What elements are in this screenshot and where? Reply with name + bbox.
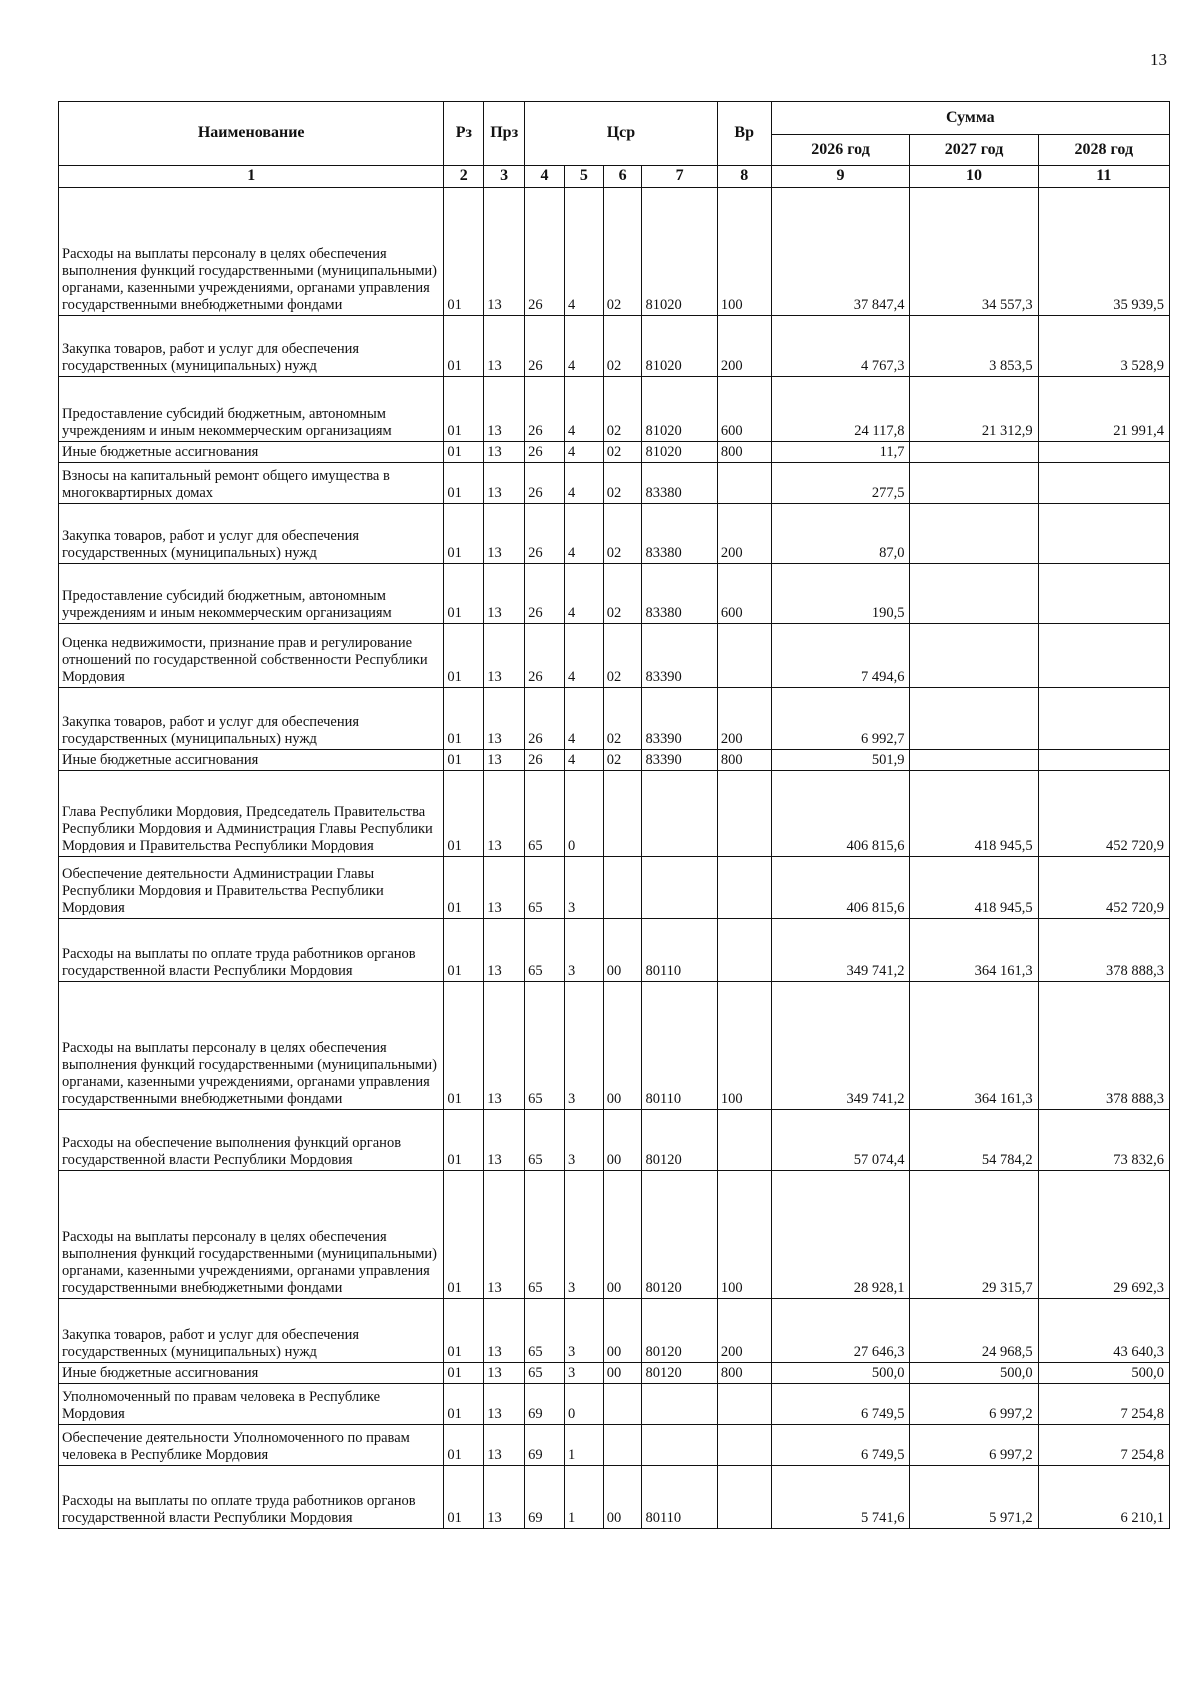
row-name: Взносы на капитальный ремонт общего имущества в многоквартирных домах xyxy=(59,463,444,504)
row-prz: 13 xyxy=(484,377,525,442)
row-csr-1: 65 xyxy=(525,771,565,857)
row-csr-3: 00 xyxy=(603,1299,642,1363)
row-vr: 800 xyxy=(717,1363,771,1384)
row-amount-2026: 349 741,2 xyxy=(771,982,910,1110)
row-prz: 13 xyxy=(484,857,525,919)
row-name: Уполномоченный по правам человека в Республике Мордовия xyxy=(59,1384,444,1425)
column-number: 9 xyxy=(771,166,910,188)
table-row xyxy=(59,316,1170,377)
row-csr-3 xyxy=(603,771,642,857)
row-name: Глава Республики Мордовия, Председатель Правительства Республики Мордовия и Администрация Главы Республики Мордовия и Правительства Республики Мордовия xyxy=(59,771,444,857)
row-amount-2028: 500,0 xyxy=(1038,1363,1169,1384)
row-csr-1: 65 xyxy=(525,919,565,982)
row-amount-2027: 3 853,5 xyxy=(910,316,1038,377)
row-amount-2028: 378 888,3 xyxy=(1038,919,1169,982)
column-number: 1 xyxy=(59,166,444,188)
row-amount-2028: 3 528,9 xyxy=(1038,316,1169,377)
row-amount-2026: 349 741,2 xyxy=(771,919,910,982)
row-prz: 13 xyxy=(484,1425,525,1466)
row-amount-2027: 418 945,5 xyxy=(910,771,1038,857)
row-csr-4 xyxy=(642,1384,717,1425)
row-csr-4: 80110 xyxy=(642,1466,717,1529)
table-header xyxy=(59,102,1170,188)
row-amount-2028: 43 640,3 xyxy=(1038,1299,1169,1363)
row-rz: 01 xyxy=(444,1171,484,1299)
row-prz: 13 xyxy=(484,1299,525,1363)
row-vr xyxy=(717,857,771,919)
column-number: 4 xyxy=(525,166,565,188)
table-row xyxy=(59,1171,1170,1299)
table-row xyxy=(59,688,1170,750)
row-csr-1: 69 xyxy=(525,1466,565,1529)
table-row xyxy=(59,188,1170,316)
row-amount-2027: 54 784,2 xyxy=(910,1110,1038,1171)
row-name: Обеспечение деятельности Администрации Главы Республики Мордовия и Правительства Республики Мордовия xyxy=(59,857,444,919)
row-name: Расходы на выплаты персоналу в целях обеспечения выполнения функций государственными (муниципальными) органами, казенными учреждениями, органами управления государственными внебюджетными фондами xyxy=(59,188,444,316)
row-csr-1: 26 xyxy=(525,504,565,564)
row-amount-2028 xyxy=(1038,504,1169,564)
row-name: Обеспечение деятельности Уполномоченного по правам человека в Республике Мордовия xyxy=(59,1425,444,1466)
row-csr-3: 02 xyxy=(603,750,642,771)
row-csr-3: 02 xyxy=(603,688,642,750)
row-amount-2026: 87,0 xyxy=(771,504,910,564)
row-amount-2027 xyxy=(910,564,1038,624)
row-rz: 01 xyxy=(444,750,484,771)
row-name: Закупка товаров, работ и услуг для обеспечения государственных (муниципальных) нужд xyxy=(59,504,444,564)
row-amount-2027: 6 997,2 xyxy=(910,1384,1038,1425)
row-csr-4: 83380 xyxy=(642,564,717,624)
row-vr: 200 xyxy=(717,504,771,564)
row-csr-3 xyxy=(603,1425,642,1466)
row-name: Иные бюджетные ассигнования xyxy=(59,1363,444,1384)
row-csr-3: 02 xyxy=(603,463,642,504)
row-rz: 01 xyxy=(444,919,484,982)
row-prz: 13 xyxy=(484,463,525,504)
row-csr-1: 26 xyxy=(525,624,565,688)
row-rz: 01 xyxy=(444,1299,484,1363)
header-name: Наименование xyxy=(59,102,444,166)
row-csr-3: 02 xyxy=(603,564,642,624)
row-name: Расходы на обеспечение выполнения функций органов государственной власти Республики Мордовия xyxy=(59,1110,444,1171)
table-row xyxy=(59,624,1170,688)
row-prz: 13 xyxy=(484,1384,525,1425)
row-rz: 01 xyxy=(444,688,484,750)
row-csr-1: 26 xyxy=(525,316,565,377)
row-vr xyxy=(717,771,771,857)
table-row xyxy=(59,1425,1170,1466)
row-name: Расходы на выплаты по оплате труда работников органов государственной власти Республики Мордовия xyxy=(59,919,444,982)
row-csr-1: 26 xyxy=(525,750,565,771)
row-rz: 01 xyxy=(444,857,484,919)
row-csr-3 xyxy=(603,857,642,919)
table-row xyxy=(59,463,1170,504)
row-rz: 01 xyxy=(444,316,484,377)
row-amount-2026: 37 847,4 xyxy=(771,188,910,316)
header-csr: Цср xyxy=(525,102,718,166)
row-prz: 13 xyxy=(484,750,525,771)
table-row xyxy=(59,982,1170,1110)
row-csr-2: 4 xyxy=(564,504,603,564)
row-csr-3: 02 xyxy=(603,377,642,442)
row-amount-2028 xyxy=(1038,442,1169,463)
row-amount-2028: 21 991,4 xyxy=(1038,377,1169,442)
row-name: Расходы на выплаты по оплате труда работников органов государственной власти Республики Мордовия xyxy=(59,1466,444,1529)
header-vr: Вр xyxy=(717,102,771,166)
row-vr: 100 xyxy=(717,982,771,1110)
row-rz: 01 xyxy=(444,771,484,857)
row-amount-2026: 57 074,4 xyxy=(771,1110,910,1171)
row-csr-4: 81020 xyxy=(642,377,717,442)
column-number: 11 xyxy=(1038,166,1169,188)
column-number: 7 xyxy=(642,166,717,188)
row-rz: 01 xyxy=(444,982,484,1110)
row-rz: 01 xyxy=(444,377,484,442)
row-csr-4: 83380 xyxy=(642,463,717,504)
row-csr-4: 83380 xyxy=(642,504,717,564)
row-name: Предоставление субсидий бюджетным, автономным учреждениям и иным некоммерческим организациям xyxy=(59,377,444,442)
row-prz: 13 xyxy=(484,1466,525,1529)
row-amount-2028: 378 888,3 xyxy=(1038,982,1169,1110)
row-csr-2: 4 xyxy=(564,688,603,750)
row-amount-2026: 500,0 xyxy=(771,1363,910,1384)
row-amount-2028: 7 254,8 xyxy=(1038,1384,1169,1425)
row-vr: 800 xyxy=(717,750,771,771)
table-row xyxy=(59,857,1170,919)
row-name: Оценка недвижимости, признание прав и регулирование отношений по государственной собственности Республики Мордовия xyxy=(59,624,444,688)
row-amount-2027 xyxy=(910,624,1038,688)
row-amount-2026: 406 815,6 xyxy=(771,771,910,857)
table-row xyxy=(59,377,1170,442)
row-vr: 100 xyxy=(717,1171,771,1299)
table-row xyxy=(59,1110,1170,1171)
row-rz: 01 xyxy=(444,463,484,504)
row-amount-2028 xyxy=(1038,750,1169,771)
row-csr-3: 00 xyxy=(603,1363,642,1384)
row-csr-2: 3 xyxy=(564,1363,603,1384)
row-csr-3: 02 xyxy=(603,442,642,463)
row-csr-4: 81020 xyxy=(642,442,717,463)
row-csr-4: 80120 xyxy=(642,1299,717,1363)
row-amount-2028: 29 692,3 xyxy=(1038,1171,1169,1299)
row-amount-2026: 406 815,6 xyxy=(771,857,910,919)
page-number: 13 xyxy=(1150,50,1167,69)
row-csr-1: 26 xyxy=(525,442,565,463)
row-amount-2027 xyxy=(910,688,1038,750)
row-vr: 200 xyxy=(717,688,771,750)
row-csr-3: 00 xyxy=(603,919,642,982)
row-vr xyxy=(717,624,771,688)
row-csr-1: 65 xyxy=(525,1299,565,1363)
row-rz: 01 xyxy=(444,504,484,564)
row-amount-2027: 34 557,3 xyxy=(910,188,1038,316)
row-csr-2: 4 xyxy=(564,463,603,504)
row-amount-2028 xyxy=(1038,564,1169,624)
row-csr-2: 3 xyxy=(564,919,603,982)
row-amount-2026: 28 928,1 xyxy=(771,1171,910,1299)
row-rz: 01 xyxy=(444,564,484,624)
row-amount-2027: 364 161,3 xyxy=(910,919,1038,982)
row-amount-2026: 24 117,8 xyxy=(771,377,910,442)
row-amount-2027: 6 997,2 xyxy=(910,1425,1038,1466)
row-csr-2: 0 xyxy=(564,1384,603,1425)
row-amount-2027: 29 315,7 xyxy=(910,1171,1038,1299)
row-csr-3: 02 xyxy=(603,316,642,377)
table-row xyxy=(59,504,1170,564)
column-number: 10 xyxy=(910,166,1038,188)
row-amount-2028: 35 939,5 xyxy=(1038,188,1169,316)
row-amount-2026: 27 646,3 xyxy=(771,1299,910,1363)
row-csr-2: 3 xyxy=(564,857,603,919)
row-amount-2027 xyxy=(910,463,1038,504)
row-vr xyxy=(717,1384,771,1425)
row-prz: 13 xyxy=(484,188,525,316)
row-csr-3: 02 xyxy=(603,188,642,316)
row-rz: 01 xyxy=(444,1384,484,1425)
row-amount-2027 xyxy=(910,442,1038,463)
row-name: Иные бюджетные ассигнования xyxy=(59,442,444,463)
row-amount-2026: 6 749,5 xyxy=(771,1384,910,1425)
column-number: 8 xyxy=(717,166,771,188)
row-csr-1: 69 xyxy=(525,1384,565,1425)
column-number-row xyxy=(59,166,1170,188)
row-csr-1: 26 xyxy=(525,688,565,750)
row-csr-2: 4 xyxy=(564,750,603,771)
row-csr-1: 69 xyxy=(525,1425,565,1466)
row-prz: 13 xyxy=(484,982,525,1110)
row-amount-2028 xyxy=(1038,688,1169,750)
row-csr-4: 80110 xyxy=(642,982,717,1110)
row-amount-2026: 277,5 xyxy=(771,463,910,504)
row-csr-4 xyxy=(642,1425,717,1466)
row-amount-2026: 7 494,6 xyxy=(771,624,910,688)
row-csr-2: 4 xyxy=(564,624,603,688)
row-vr xyxy=(717,919,771,982)
row-name: Иные бюджетные ассигнования xyxy=(59,750,444,771)
row-csr-3: 00 xyxy=(603,1110,642,1171)
row-name: Расходы на выплаты персоналу в целях обеспечения выполнения функций государственными (муниципальными) органами, казенными учреждениями, органами управления государственными внебюджетными фондами xyxy=(59,1171,444,1299)
row-amount-2026: 11,7 xyxy=(771,442,910,463)
row-amount-2028: 73 832,6 xyxy=(1038,1110,1169,1171)
column-number: 5 xyxy=(564,166,603,188)
row-csr-2: 4 xyxy=(564,188,603,316)
row-amount-2028 xyxy=(1038,624,1169,688)
row-csr-2: 3 xyxy=(564,982,603,1110)
row-rz: 01 xyxy=(444,1110,484,1171)
column-number: 6 xyxy=(603,166,642,188)
row-amount-2027: 418 945,5 xyxy=(910,857,1038,919)
table-row xyxy=(59,1466,1170,1529)
row-name: Закупка товаров, работ и услуг для обеспечения государственных (муниципальных) нужд xyxy=(59,688,444,750)
table-row xyxy=(59,1384,1170,1425)
row-vr: 200 xyxy=(717,316,771,377)
row-amount-2028: 6 210,1 xyxy=(1038,1466,1169,1529)
row-amount-2027: 21 312,9 xyxy=(910,377,1038,442)
row-name: Закупка товаров, работ и услуг для обеспечения государственных (муниципальных) нужд xyxy=(59,316,444,377)
header-prz: Прз xyxy=(484,102,525,166)
row-vr: 600 xyxy=(717,377,771,442)
row-amount-2028: 452 720,9 xyxy=(1038,857,1169,919)
row-prz: 13 xyxy=(484,442,525,463)
row-amount-2027: 5 971,2 xyxy=(910,1466,1038,1529)
row-prz: 13 xyxy=(484,1171,525,1299)
row-csr-4 xyxy=(642,771,717,857)
row-csr-2: 1 xyxy=(564,1466,603,1529)
row-csr-3: 02 xyxy=(603,504,642,564)
row-csr-4: 81020 xyxy=(642,188,717,316)
row-csr-3: 02 xyxy=(603,624,642,688)
row-csr-1: 26 xyxy=(525,377,565,442)
row-amount-2027 xyxy=(910,504,1038,564)
row-csr-2: 3 xyxy=(564,1110,603,1171)
row-name: Закупка товаров, работ и услуг для обеспечения государственных (муниципальных) нужд xyxy=(59,1299,444,1363)
column-number: 2 xyxy=(444,166,484,188)
table-row xyxy=(59,442,1170,463)
header-year-2028: 2028 год xyxy=(1038,135,1169,166)
table-body xyxy=(59,188,1170,1529)
row-amount-2026: 190,5 xyxy=(771,564,910,624)
row-rz: 01 xyxy=(444,1425,484,1466)
row-rz: 01 xyxy=(444,188,484,316)
row-csr-4: 81020 xyxy=(642,316,717,377)
row-amount-2026: 6 749,5 xyxy=(771,1425,910,1466)
row-csr-4: 80120 xyxy=(642,1363,717,1384)
row-name: Расходы на выплаты персоналу в целях обеспечения выполнения функций государственными (муниципальными) органами, казенными учреждениями, органами управления государственными внебюджетными фондами xyxy=(59,982,444,1110)
row-csr-4: 83390 xyxy=(642,688,717,750)
row-csr-1: 65 xyxy=(525,1110,565,1171)
row-csr-1: 65 xyxy=(525,982,565,1110)
row-amount-2028: 452 720,9 xyxy=(1038,771,1169,857)
row-vr xyxy=(717,1110,771,1171)
row-amount-2026: 5 741,6 xyxy=(771,1466,910,1529)
row-csr-1: 65 xyxy=(525,1171,565,1299)
row-csr-4: 83390 xyxy=(642,750,717,771)
row-rz: 01 xyxy=(444,442,484,463)
header-sum: Сумма xyxy=(771,102,1169,135)
row-csr-2: 4 xyxy=(564,377,603,442)
row-csr-3: 00 xyxy=(603,1171,642,1299)
column-number: 3 xyxy=(484,166,525,188)
row-amount-2027 xyxy=(910,750,1038,771)
table-row xyxy=(59,1363,1170,1384)
table-row xyxy=(59,919,1170,982)
row-csr-4 xyxy=(642,857,717,919)
row-csr-1: 65 xyxy=(525,1363,565,1384)
row-amount-2026: 4 767,3 xyxy=(771,316,910,377)
header-year-2026: 2026 год xyxy=(771,135,910,166)
header-rz: Рз xyxy=(444,102,484,166)
row-csr-2: 4 xyxy=(564,316,603,377)
row-csr-2: 4 xyxy=(564,442,603,463)
row-csr-2: 3 xyxy=(564,1171,603,1299)
row-prz: 13 xyxy=(484,624,525,688)
row-vr xyxy=(717,1466,771,1529)
row-csr-1: 65 xyxy=(525,857,565,919)
table-row xyxy=(59,771,1170,857)
row-vr: 100 xyxy=(717,188,771,316)
row-amount-2028: 7 254,8 xyxy=(1038,1425,1169,1466)
row-prz: 13 xyxy=(484,688,525,750)
row-prz: 13 xyxy=(484,1110,525,1171)
row-csr-1: 26 xyxy=(525,564,565,624)
row-csr-1: 26 xyxy=(525,188,565,316)
row-amount-2028 xyxy=(1038,463,1169,504)
row-name: Предоставление субсидий бюджетным, автономным учреждениям и иным некоммерческим организациям xyxy=(59,564,444,624)
row-csr-1: 26 xyxy=(525,463,565,504)
row-rz: 01 xyxy=(444,624,484,688)
row-vr: 600 xyxy=(717,564,771,624)
table-row xyxy=(59,1299,1170,1363)
row-csr-3: 00 xyxy=(603,1466,642,1529)
row-prz: 13 xyxy=(484,564,525,624)
row-rz: 01 xyxy=(444,1363,484,1384)
row-amount-2026: 501,9 xyxy=(771,750,910,771)
table-row xyxy=(59,564,1170,624)
row-rz: 01 xyxy=(444,1466,484,1529)
row-vr: 800 xyxy=(717,442,771,463)
row-prz: 13 xyxy=(484,771,525,857)
row-prz: 13 xyxy=(484,504,525,564)
budget-table xyxy=(58,101,1170,1529)
row-amount-2026: 6 992,7 xyxy=(771,688,910,750)
row-amount-2027: 364 161,3 xyxy=(910,982,1038,1110)
row-prz: 13 xyxy=(484,919,525,982)
row-csr-4: 80110 xyxy=(642,919,717,982)
row-csr-2: 0 xyxy=(564,771,603,857)
row-prz: 13 xyxy=(484,1363,525,1384)
row-vr xyxy=(717,463,771,504)
row-csr-4: 83390 xyxy=(642,624,717,688)
row-amount-2027: 500,0 xyxy=(910,1363,1038,1384)
row-csr-4: 80120 xyxy=(642,1110,717,1171)
row-csr-3: 00 xyxy=(603,982,642,1110)
row-amount-2027: 24 968,5 xyxy=(910,1299,1038,1363)
row-vr xyxy=(717,1425,771,1466)
row-csr-2: 4 xyxy=(564,564,603,624)
table-row xyxy=(59,750,1170,771)
row-prz: 13 xyxy=(484,316,525,377)
header-year-2027: 2027 год xyxy=(910,135,1038,166)
row-csr-2: 3 xyxy=(564,1299,603,1363)
row-csr-2: 1 xyxy=(564,1425,603,1466)
row-vr: 200 xyxy=(717,1299,771,1363)
row-csr-4: 80120 xyxy=(642,1171,717,1299)
row-csr-3 xyxy=(603,1384,642,1425)
